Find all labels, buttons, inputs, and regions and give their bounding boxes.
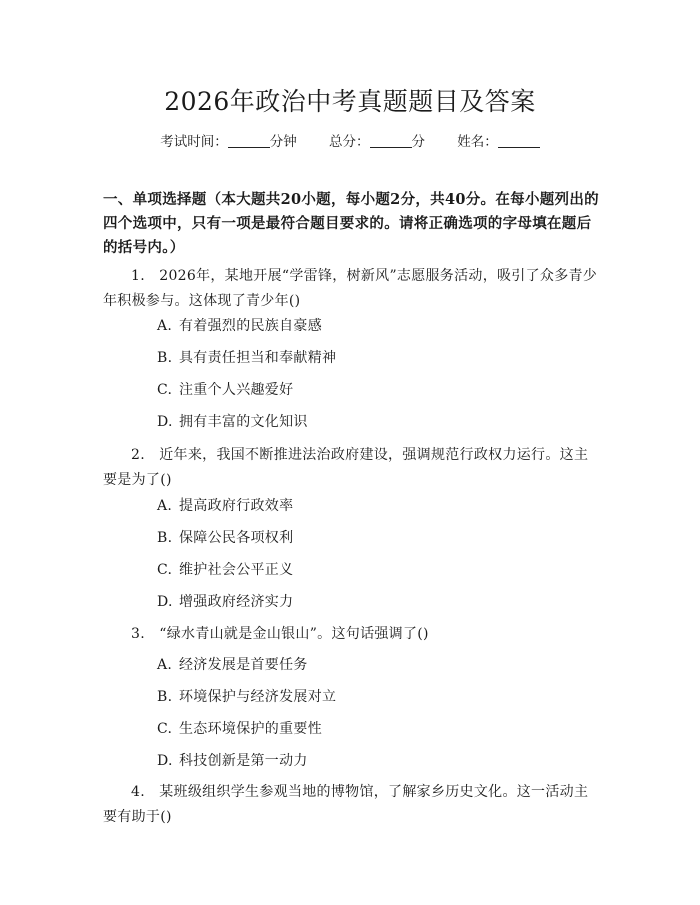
score-blank[interactable] xyxy=(370,135,412,148)
option-key: C. xyxy=(157,382,173,398)
question-1-option-a xyxy=(157,316,322,336)
question-3-option-d xyxy=(157,751,308,771)
question-2-stem: 2. 近年来，我国不断推进法治政府建设，强调规范行政权力运行。这主要是为了() xyxy=(103,447,589,488)
name-blank[interactable] xyxy=(498,135,540,148)
score-label: 总分： xyxy=(329,134,370,150)
option-key: B. xyxy=(157,689,173,705)
option-key: D. xyxy=(157,753,173,769)
question-1-option-d xyxy=(157,412,308,432)
option-key: A. xyxy=(157,498,173,514)
question-1-stem: 1. 2026年，某地开展“学雷锋，树新风”志愿服务活动，吸引了众多青少年积极参与。这体现了青少年() xyxy=(103,268,598,309)
question-3-stem: 3. “绿水青山就是金山银山”。这句话强调了() xyxy=(131,626,429,642)
question-2-option-c xyxy=(157,560,293,580)
option-text: 保障公民各项权利 xyxy=(179,530,294,546)
question-3-option-a xyxy=(157,655,308,675)
option-key: C. xyxy=(157,721,173,737)
exam-name xyxy=(457,130,540,150)
option-key: D. xyxy=(157,594,173,610)
exam-meta xyxy=(0,130,700,150)
question-2-option-a xyxy=(157,496,293,516)
option-key: C. xyxy=(157,562,173,578)
question-2-option-b xyxy=(157,528,293,548)
question-1-option-b xyxy=(157,348,336,368)
time-unit: 分钟 xyxy=(269,134,297,150)
question-3-option-c xyxy=(157,719,322,739)
option-text: 生态环境保护的重要性 xyxy=(179,721,322,737)
question-3-option-b xyxy=(157,687,336,707)
section-heading: 一、单项选择题（本大题共20小题，每小题2分，共40分。在每小题列出的四个选项中，只有一项是最符合题目要求的。请将正确选项的字母填在题后的括号内。） xyxy=(103,191,599,256)
time-blank[interactable] xyxy=(228,135,270,148)
option-text: 提高政府行政效率 xyxy=(179,498,294,514)
option-text: 维护社会公平正义 xyxy=(179,562,294,578)
exam-time xyxy=(160,130,297,150)
option-text: 科技创新是第一动力 xyxy=(179,753,308,769)
option-text: 具有责任担当和奉献精神 xyxy=(179,350,337,366)
option-key: A. xyxy=(157,318,173,334)
name-label: 姓名： xyxy=(457,134,498,150)
option-text: 注重个人兴趣爱好 xyxy=(179,382,294,398)
question-2-option-d xyxy=(157,592,293,612)
option-text: 拥有丰富的文化知识 xyxy=(179,414,308,430)
question-1-option-c xyxy=(157,380,293,400)
score-unit: 分 xyxy=(411,134,425,150)
question-4-stem: 4. 某班级组织学生参观当地的博物馆，了解家乡历史文化。这一活动主要有助于() xyxy=(103,784,589,825)
option-key: B. xyxy=(157,530,173,546)
option-text: 增强政府经济实力 xyxy=(179,594,294,610)
option-key: B. xyxy=(157,350,173,366)
exam-score xyxy=(329,130,425,150)
time-label: 考试时间： xyxy=(160,134,228,150)
option-key: A. xyxy=(157,657,173,673)
page-title: 2026年政治中考真题题目及答案 xyxy=(164,87,536,116)
option-text: 环境保护与经济发展对立 xyxy=(179,689,337,705)
option-key: D. xyxy=(157,414,173,430)
option-text: 有着强烈的民族自豪感 xyxy=(179,318,322,334)
option-text: 经济发展是首要任务 xyxy=(179,657,308,673)
